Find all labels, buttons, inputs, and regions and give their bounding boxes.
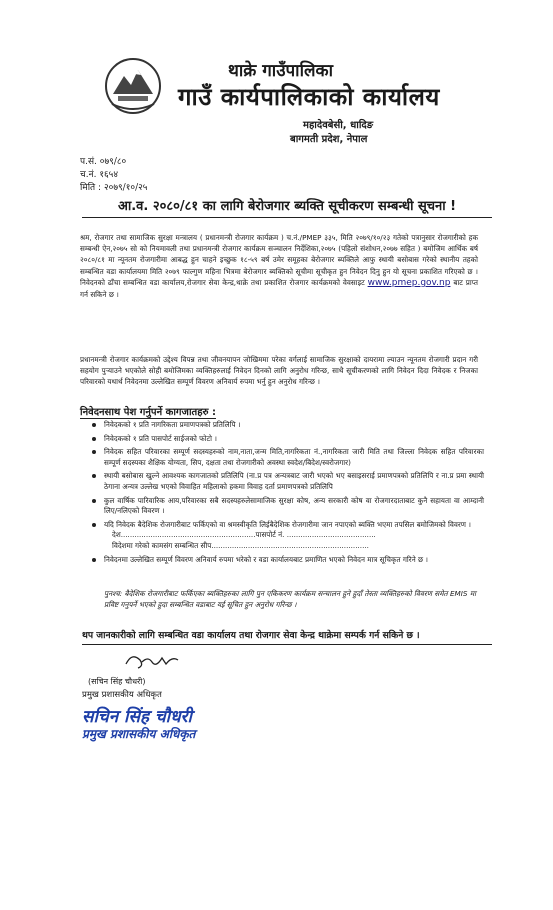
- notice-paragraph-1: [80, 232, 478, 332]
- dispatch-number-value: १६५४: [99, 170, 119, 180]
- skill-fill-line: विदेशमा गरेको कामसंग सम्बन्धित सीप.....................................................................: [112, 540, 369, 550]
- stamp-name: सचिन सिंह चौधरी: [82, 707, 192, 727]
- dispatch-number-label: च.नं.: [80, 170, 97, 180]
- signatory-name: (सचिन सिंह चौधरी): [88, 677, 146, 686]
- municipality-logo-icon: [104, 54, 162, 118]
- list-item: निवेदकको १ प्रति पासपोर्ट साईजको फोटो ।: [92, 434, 484, 445]
- office-province: बागमती प्रदेश, नेपाल: [290, 134, 368, 145]
- letter-number: [80, 154, 126, 167]
- letter-number-label: प.सं.: [80, 157, 97, 167]
- documents-list: [92, 420, 484, 568]
- paragraph-1-text: श्रम, रोजगार तथा सामाजिक सुरक्षा मन्त्रालय ( प्रधानमन्त्री रोजगार कार्यक्रम ) च.नं./PMEP ३३५, मिति २०७९/१०/२३ गतेको पत्रानुसार रोजगारीको हक सम्बन्धी ऐन,२०७५ सो को नियमावली तथा प्रधानमन्त्री रोजगार कार्यक्रम सञ्चालन निर्देशिका,२०७५ (पहिलो संशोधन,२०७७ सहित ) बमोजिम आर्थिक बर्ष २०८०/८१ मा न्यूनतम रोजगारीमा आबद्ध हुन चाहने इच्छुक १८-५९ बर्ष उमेर समूहका बेरोजगार ब्यक्तिले आफु स्थायी बसोबास गरेको स्थानीय तहको सम्बन्धित वडा कार्यालयमा मिति २०७९ फाल्गुण महिना भित्रमा बेरोजगार ब्यक्तिको सूचीमा सूचीकृत हुन निवेदन दिनु हुन यो सूचना प्रकाशित गरिएको छ । निवेदनको ढाँचा सम्बन्धित वडा कार्यालय,रोजगार सेवा केन्द्र,थाक्रे तथा प्रकाशित रोजगार कार्यक्रमको वेवसाइट: [80, 233, 478, 287]
- letter-date-label: मिति :: [80, 183, 102, 193]
- letter-date: [80, 180, 147, 193]
- list-item: निवेदकको १ प्रति नागरिकता प्रमाणपत्रको प्रतिलिपि ।: [92, 420, 484, 431]
- dispatch-number: [80, 167, 118, 180]
- website-link[interactable]: www.pmep.gov.np: [367, 277, 451, 288]
- office-location: महादेवबेसी, धादिङ: [303, 120, 374, 131]
- list-item: यदि निवेदक बैदेशिक रोजगारीबाट फर्किएको वा श्रमस्वीकृति लिईबैदेशिक रोजगारीमा जान नपाएको ब्यक्ति भएमा तपसिल बमोजिमको विवरण । देश...........................................................पासपोर्ट नं. ....................................... विदेशमा गरेको कामसंग सम्बन्धित सीप.....................................................................: [92, 520, 484, 552]
- letter-date-value: २०७९/१०/२५: [103, 183, 148, 193]
- handwritten-signature-icon: [122, 650, 182, 672]
- notice-paragraph-2: प्रधानमन्त्री रोजगार कार्यक्रमको उद्देश्य विपन्न तथा जीवनयापन जोखिममा परेका वर्गलाई सामाजिक सुरक्षाको दायरामा ल्याउन न्यूनतम रोजगारी प्रदान गरी सहयोग पुऱ्याउने भएकोले सोही बमोजिमका व्यक्तिहरुलाई निवेदन दिनको लागि अनुरोध गरिन्छ, साथै सूचीकरणको लागि निवेदन दिदा निवेदक र निजका परिवारको यथार्थ निवेदनमा उल्लेखित सम्पूर्ण विवरण अनिवार्य रुपमा भर्नु हुन अनुरोध गरिन्छ ।: [80, 355, 478, 387]
- signatory-title: प्रमुख प्रशासकीय अधिकृत: [82, 690, 162, 700]
- municipality-name: थाक्रे गाउँपालिका: [228, 61, 333, 81]
- letter-number-value: ०७९/८०: [99, 157, 127, 167]
- postscript-note: पुनश्च: बैदेशिक रोजगारीबाट फर्किएका ब्यक्तिहरुका लागि पुन एकिकरण कार्यक्रम सन्चालन हुने हुदाँ तेस्ता व्यक्तिहरुको विवरण समेत EMIS मा प्रविष्ट गनुपर्ने भएको हुदा सम्बन्धित वडाबाट यई सूचित हुन अनुरोध गरिन्छ ।: [104, 589, 476, 609]
- office-name: गाउँ कार्यपालिकाको कार्यालय: [178, 83, 440, 111]
- country-passport-fill-line: देश...........................................................पासपोर्ट नं. .......................................: [112, 530, 376, 540]
- list-item: स्थायी बसोबास खुल्ने आवश्यक कागजातको प्रतिलिपि (ना.प्र पत्र अन्यत्रबाट जारी भएको भए बसाइसराई प्रमाणपत्रको प्रतिलिपि र ना.प्र प्रमा स्थायी ठेगाना अन्यत्र उल्लेख भएको विवाहित महिलाको हकमा विवाह दर्ता प्रमाणपत्रको प्रतिलिपि: [92, 471, 484, 492]
- stamp-title: प्रमुख प्रशासकीय अधिकृत: [82, 727, 196, 741]
- documents-heading: निवेदनसाथ पेश गर्नुपर्ने कागजातहरु :: [80, 404, 216, 419]
- paragraph-1-end: बाट प्राप्त गर्न सकिने छ ।: [80, 277, 479, 300]
- list-item: निवेदक सहित परिवारका सम्पूर्ण सदस्यहरुको नाम,नाता,जन्म मिति,नागरिकता नं.,नागरिकता जारी मिति तथा जिल्ला निवेदक सहित परिवारका सम्पूर्ण सदस्यका शैक्षिक योग्यता, सिप, दक्षता तथा रोजगारीको अवस्था स्वदेश/बिदेश/स्वरोजगार): [92, 447, 484, 468]
- list-item: निवेदनमा उल्लेखित सम्पूर्ण विवरण अनिवार्य रुपमा भरेको र वडा कार्यालयबाट प्रमाणित भएको निवेदन मात्र सूचिकृत गरिने छ ।: [92, 555, 484, 566]
- list-item: कुल वार्षिक पारिवारिक आय,परिवारका सबै सदस्यहरुलेसामाजिक सुरक्षा कोष, अन्य सरकारी कोष वा रोजगारदाताबाट कुनै सहायता वा आम्दानी लिए/नलिएको विवरण ।: [92, 496, 484, 517]
- contact-line: थप जानकारीको लागि सम्बन्धित वडा कार्यालय तथा रोजगार सेवा केन्द्र थाक्रेमा सम्पर्क गर्न सकिने छ ।: [82, 628, 492, 645]
- notice-title: आ.व. २०८०/८१ का लागि बेरोजगार ब्यक्ति सूचीकरण सम्बन्धी सूचना !: [82, 197, 492, 218]
